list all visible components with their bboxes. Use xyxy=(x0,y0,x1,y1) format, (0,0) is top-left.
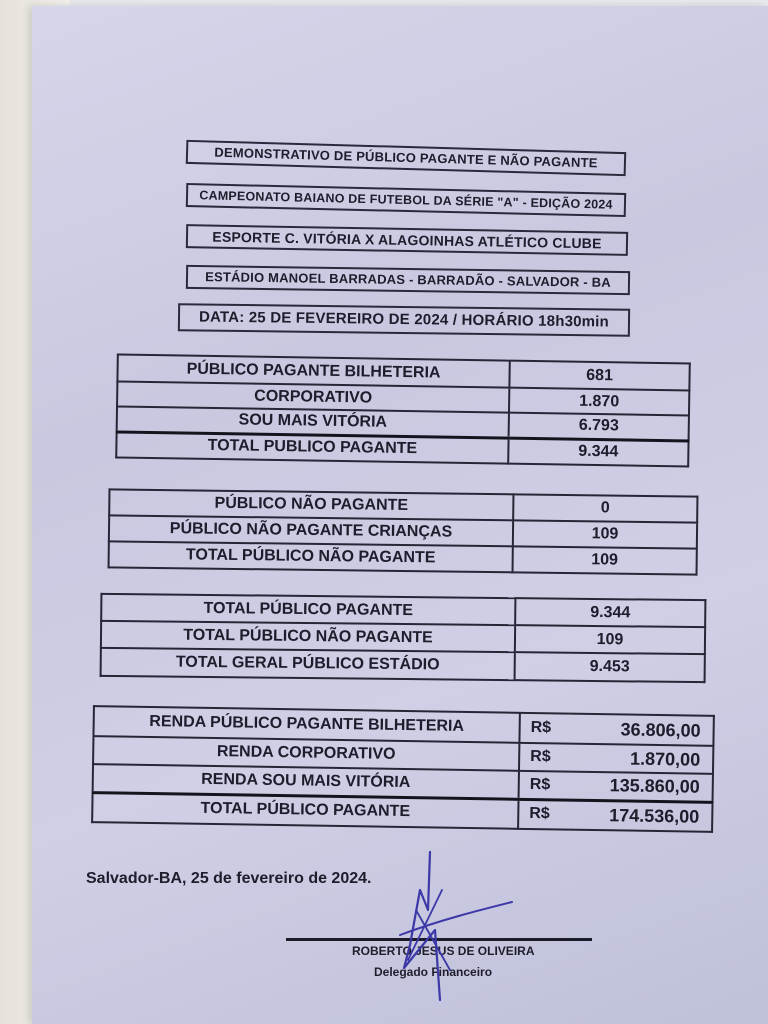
row-currency: R$ xyxy=(518,799,568,830)
row-value: 109 xyxy=(513,520,697,548)
signatory-role: Delegado Financeiro xyxy=(374,965,493,979)
row-value: 6.793 xyxy=(509,413,689,441)
row-amount: 174.536,00 xyxy=(568,800,713,832)
row-value: 109 xyxy=(513,546,697,574)
row-label: RENDA CORPORATIVO xyxy=(93,736,519,771)
row-value: 681 xyxy=(509,361,689,391)
row-label: PÚBLICO NÃO PAGANTE xyxy=(109,489,513,520)
row-label: CORPORATIVO xyxy=(117,382,509,413)
handwritten-signature-icon xyxy=(380,850,540,1010)
revenue-table xyxy=(91,705,715,833)
paying-table xyxy=(115,353,691,467)
stadium-title: ESTÁDIO MANOEL BARRADAS - BARRADÃO - SALVADOR - BA xyxy=(186,265,630,295)
signatory-name: ROBERTO JESUS DE OLIVEIRA xyxy=(352,944,535,958)
row-label: TOTAL PUBLICO PAGANTE xyxy=(116,432,508,464)
row-value: 1.870 xyxy=(509,388,689,416)
row-label: RENDA PÚBLICO PAGANTE BILHETERIA xyxy=(93,706,519,743)
row-label: TOTAL GERAL PÚBLICO ESTÁDIO xyxy=(101,648,515,680)
match-title: ESPORTE C. VITÓRIA X ALAGOINHAS ATLÉTICO CLUBE xyxy=(186,224,628,256)
row-value: 109 xyxy=(515,625,705,654)
row-amount: 1.870,00 xyxy=(569,744,714,774)
row-currency: R$ xyxy=(519,771,569,800)
table-row xyxy=(101,648,705,682)
non-paying-table xyxy=(108,488,699,575)
row-label: SOU MAIS VITÓRIA xyxy=(117,407,509,438)
match-datetime: DATA: 25 DE FEVEREIRO DE 2024 / HORÁRIO 18h30min xyxy=(178,303,630,337)
championship-title: CAMPEONATO BAIANO DE FUTEBOL DA SÉRIE "A" - EDIÇÃO 2024 xyxy=(186,183,626,217)
row-label: TOTAL PÚBLICO NÃO PAGANTE xyxy=(109,541,513,572)
row-value: 9.344 xyxy=(515,598,705,627)
row-currency: R$ xyxy=(519,713,569,744)
row-currency: R$ xyxy=(519,743,569,772)
row-label: TOTAL PÚBLICO NÃO PAGANTE xyxy=(101,621,515,652)
row-label: TOTAL PÚBLICO PAGANTE xyxy=(101,594,515,625)
row-amount: 36.806,00 xyxy=(569,714,714,746)
row-amount: 135.860,00 xyxy=(568,772,713,802)
document-title: DEMONSTRATIVO DE PÚBLICO PAGANTE E NÃO PAGANTE xyxy=(186,140,626,176)
totals-table xyxy=(100,593,707,683)
place-date: Salvador-BA, 25 de fevereiro de 2024. xyxy=(86,870,372,887)
row-label: PÚBLICO NÃO PAGANTE CRIANÇAS xyxy=(109,515,513,546)
row-label: PÚBLICO PAGANTE BILHETERIA xyxy=(117,355,509,388)
row-value: 9.453 xyxy=(515,652,705,682)
row-value: 0 xyxy=(513,494,697,522)
row-label: RENDA SOU MAIS VITÓRIA xyxy=(93,764,519,799)
row-label: TOTAL PÚBLICO PAGANTE xyxy=(92,792,518,829)
row-value: 9.344 xyxy=(508,438,688,467)
